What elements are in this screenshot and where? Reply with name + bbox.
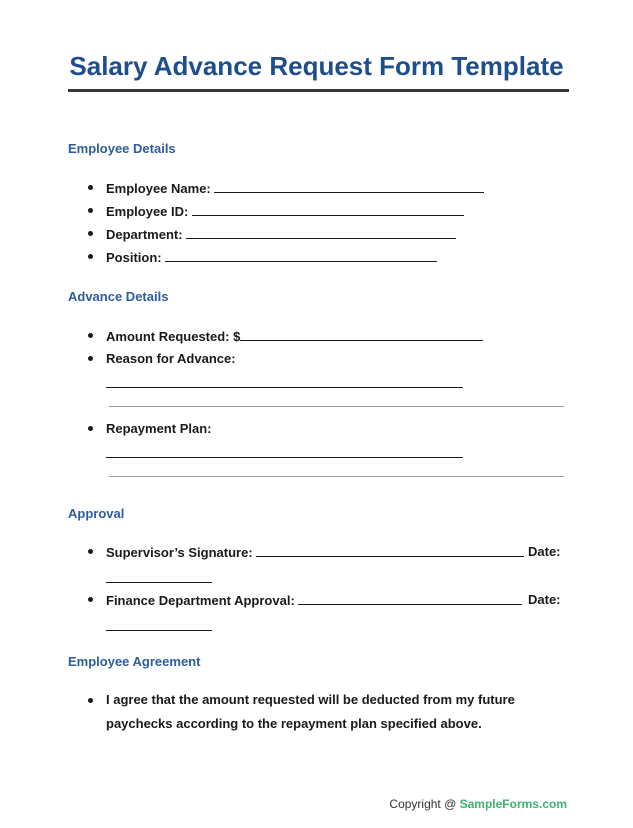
repayment-blank-line[interactable] xyxy=(106,457,463,458)
department-label: Department: xyxy=(106,227,183,242)
bullet-icon xyxy=(88,254,93,259)
section-heading-employee-details: Employee Details xyxy=(68,141,176,156)
repayment-blank-line-secondary[interactable] xyxy=(109,476,564,477)
position-label: Position: xyxy=(106,250,162,265)
supervisor-date-blank[interactable] xyxy=(106,582,212,583)
bullet-icon xyxy=(88,333,93,338)
supervisor-signature-field[interactable] xyxy=(106,544,524,561)
department-field[interactable] xyxy=(106,226,456,243)
employee-name-label: Employee Name: xyxy=(106,181,211,196)
copyright-text: Copyright @ xyxy=(389,797,460,811)
footer-copyright xyxy=(389,797,567,811)
bullet-icon xyxy=(88,208,93,213)
employee-id-blank[interactable] xyxy=(192,203,464,216)
amount-requested-blank[interactable] xyxy=(240,328,483,341)
employee-id-field[interactable] xyxy=(106,203,464,220)
bullet-icon xyxy=(88,231,93,236)
position-blank[interactable] xyxy=(165,249,437,262)
employee-id-label: Employee ID: xyxy=(106,204,189,219)
employee-name-blank[interactable] xyxy=(214,180,484,193)
section-heading-advance-details: Advance Details xyxy=(68,289,169,304)
agreement-text: I agree that the amount requested will be deducted from my future paychecks according to the repayment plan specified above. xyxy=(106,692,515,731)
supervisor-signature-label: Supervisor’s Signature: xyxy=(106,545,253,560)
finance-date-blank[interactable] xyxy=(106,630,212,631)
bullet-icon xyxy=(88,185,93,190)
repayment-plan-label: Repayment Plan: xyxy=(106,421,212,436)
bullet-icon xyxy=(88,549,93,554)
finance-date-label: Date: xyxy=(528,592,561,607)
reason-blank-line[interactable] xyxy=(106,387,463,388)
section-heading-employee-agreement: Employee Agreement xyxy=(68,654,201,669)
brand-link[interactable]: SampleForms.com xyxy=(459,797,567,811)
bullet-icon xyxy=(88,356,93,361)
department-blank[interactable] xyxy=(186,226,456,239)
supervisor-date-label: Date: xyxy=(528,544,561,559)
section-heading-approval: Approval xyxy=(68,506,125,521)
page-title: Salary Advance Request Form Template xyxy=(69,51,564,81)
bullet-icon xyxy=(88,698,93,703)
position-field[interactable] xyxy=(106,249,437,266)
title-divider xyxy=(68,89,569,92)
finance-approval-field[interactable] xyxy=(106,592,522,609)
supervisor-signature-blank[interactable] xyxy=(256,544,524,557)
amount-requested-label: Amount Requested: $ xyxy=(106,329,241,344)
reason-for-advance-label: Reason for Advance: xyxy=(106,351,236,366)
bullet-icon xyxy=(88,597,93,602)
amount-requested-field[interactable] xyxy=(106,328,483,345)
finance-approval-label: Finance Department Approval: xyxy=(106,593,295,608)
reason-blank-line-secondary[interactable] xyxy=(109,406,564,407)
bullet-icon xyxy=(88,426,93,431)
employee-name-field[interactable] xyxy=(106,180,484,197)
finance-approval-blank[interactable] xyxy=(298,592,522,605)
